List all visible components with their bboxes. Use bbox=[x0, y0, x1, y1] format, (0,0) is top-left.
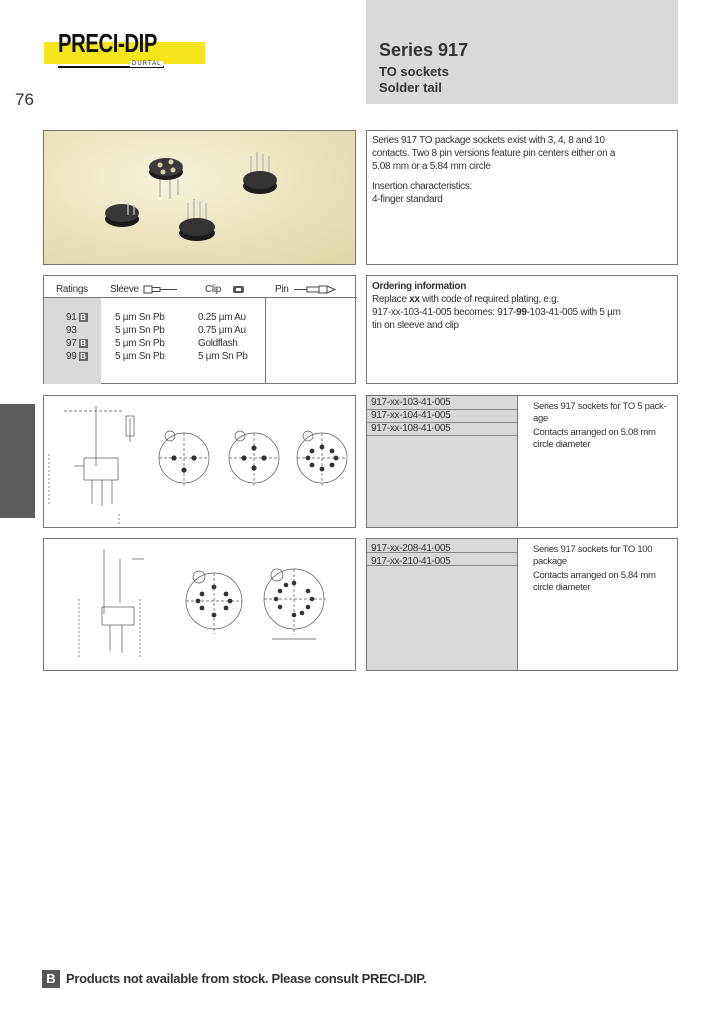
part-number-1: 917-xx-103-41-005 bbox=[371, 397, 451, 408]
badge-b-icon: B bbox=[80, 313, 86, 322]
ordering-title: Ordering information bbox=[372, 281, 467, 292]
ratings-header-divider bbox=[44, 297, 357, 298]
sleeve-header: Sleeve bbox=[110, 284, 139, 295]
side-tab bbox=[0, 404, 35, 518]
series-title: Series 917 bbox=[379, 40, 469, 60]
rating-row-4-code: 99 B bbox=[66, 351, 86, 362]
section1-desc-2b: circle diameter bbox=[533, 439, 591, 450]
section2-desc-1a: Series 917 sockets for TO 100 bbox=[533, 544, 653, 555]
part-numbers-section-2 bbox=[366, 538, 678, 671]
section2-desc-1b: package bbox=[533, 556, 567, 567]
rating-row-4-sleeve: 5 µm Sn Pb bbox=[115, 351, 165, 362]
clip-icon bbox=[232, 285, 246, 294]
rating-row-1-clip: 0.25 µm Au bbox=[198, 312, 246, 323]
description-box bbox=[366, 130, 678, 265]
rating-row-3-clip: Goldflash bbox=[198, 338, 238, 349]
insertion-label: Insertion characteristics: bbox=[372, 181, 473, 192]
product-photo-illustration bbox=[44, 131, 355, 264]
logo-brand: PRECI-DIP bbox=[58, 28, 158, 58]
part-number-2: 917-xx-104-41-005 bbox=[371, 410, 451, 421]
part-number-3: 917-xx-108-41-005 bbox=[371, 423, 451, 434]
socket-dimension-drawing-2 bbox=[44, 539, 355, 670]
rating-row-1-code: 91 B bbox=[66, 312, 86, 323]
rating-row-3-code: 97 B bbox=[66, 338, 86, 349]
rating-row-2-sleeve: 5 µm Sn Pb bbox=[115, 325, 165, 336]
technical-drawing-2 bbox=[43, 538, 356, 671]
sleeve-icon bbox=[143, 285, 179, 294]
ratings-table bbox=[43, 275, 356, 384]
section2-desc-2b: circle diameter bbox=[533, 582, 591, 593]
section2-desc-2a: Contacts arranged on 5.84 mm bbox=[533, 570, 656, 581]
footer-badge-b-icon: B bbox=[42, 970, 60, 988]
rating-row-2-clip: 0.75 µm Au bbox=[198, 325, 246, 336]
technical-drawing-1 bbox=[43, 395, 356, 528]
ordering-line-2: 917-xx-103-41-005 becomes: 917-99-103-41-005 with 5 µm bbox=[372, 307, 621, 318]
description-line-2: contacts. Two 8 pin versions feature pin centers either on a bbox=[372, 148, 616, 159]
rating-row-3-sleeve: 5 µm Sn Pb bbox=[115, 338, 165, 349]
product-photo bbox=[43, 130, 356, 265]
pin-header: Pin bbox=[275, 284, 289, 295]
rating-row-4-clip: 5 µm Sn Pb bbox=[198, 351, 248, 362]
logo-sub: DURTAL bbox=[132, 61, 162, 67]
section1-desc-1a: Series 917 sockets for TO 5 pack- bbox=[533, 401, 667, 412]
part-number-5: 917-xx-210-41-005 bbox=[371, 556, 451, 567]
socket-dimension-drawing-1 bbox=[44, 396, 355, 527]
footer-note: Products not available from stock. Please consult PRECI-DIP. bbox=[66, 971, 427, 986]
description-line-1: Series 917 TO package sockets exist with 3, 4, 8 and 10 bbox=[372, 135, 605, 146]
section1-desc-2a: Contacts arranged on 5.08 mm bbox=[533, 427, 656, 438]
section1-desc-1b: age bbox=[533, 413, 548, 424]
badge-b-icon: B bbox=[80, 352, 86, 361]
part-numbers-section-1 bbox=[366, 395, 678, 528]
page-number: 76 bbox=[15, 90, 34, 109]
part-number-4: 917-xx-208-41-005 bbox=[371, 543, 451, 554]
ordering-info-box bbox=[366, 275, 678, 384]
rating-row-1-sleeve: 5 µm Sn Pb bbox=[115, 312, 165, 323]
series-subtitle-2: Solder tail bbox=[379, 80, 442, 95]
pin-icon bbox=[293, 285, 341, 294]
rating-row-2-code: 93 bbox=[66, 325, 77, 336]
ratings-column-divider bbox=[265, 298, 266, 384]
badge-b-icon: B bbox=[80, 339, 86, 348]
description-line-3: 5.08 mm or a 5.84 mm circle bbox=[372, 161, 491, 172]
ordering-line-1: Replace xx with code of required plating, e.g. bbox=[372, 294, 559, 305]
ordering-line-3: tin on sleeve and clip bbox=[372, 320, 459, 331]
clip-header: Clip bbox=[205, 284, 222, 295]
insertion-value: 4-finger standard bbox=[372, 194, 443, 205]
series-subtitle-1: TO sockets bbox=[379, 64, 449, 79]
ratings-header: Ratings bbox=[56, 284, 88, 295]
